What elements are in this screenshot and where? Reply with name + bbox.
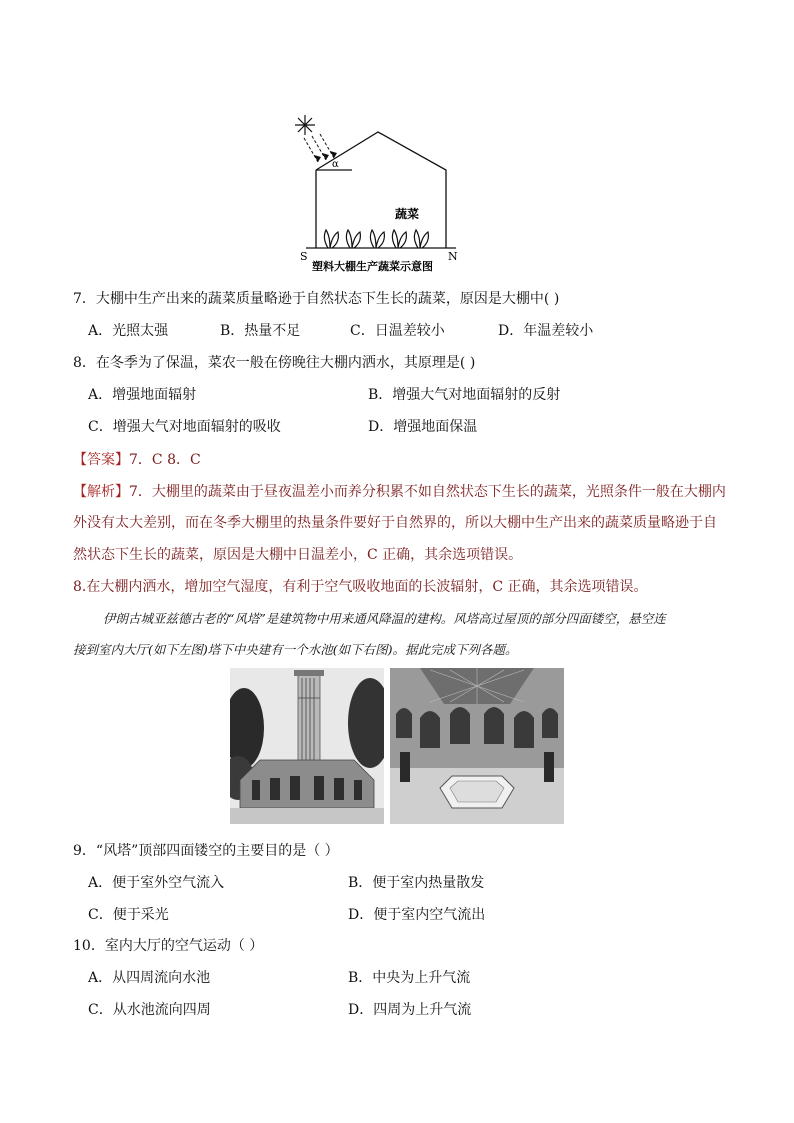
answer-tag: 【答案】	[73, 452, 129, 468]
analysis-tag: 【解析】	[73, 484, 129, 500]
q8-option-c[interactable]: C．增强大气对地面辐射的吸收	[88, 419, 281, 435]
q9-option-d[interactable]: D．便于室内空气流出	[348, 907, 486, 923]
q8-option-d[interactable]: D．增强地面保温	[368, 419, 478, 435]
q10-option-a[interactable]: A．从四周流向水池	[88, 970, 211, 986]
answer-text: 7．C 8．C	[129, 452, 201, 468]
analysis-line-3: 然状态下生长的蔬菜，原因是大棚中日温差小，C 正确，其余选项错误。	[73, 547, 523, 563]
sun-icon	[295, 115, 315, 135]
q7-option-d[interactable]: D．年温差较小	[498, 323, 594, 339]
vegetable-label: 蔬菜	[395, 207, 420, 221]
greenhouse-outline	[316, 132, 446, 248]
q8-stem: 8．在冬季为了保温，菜农一般在傍晚往大棚内洒水，其原理是( )	[73, 355, 476, 371]
intro-line-2: 接到室内大厅(如下左图)塔下中央建有一个水池(如下右图)。据此完成下列各题。	[73, 642, 518, 657]
q7-option-c[interactable]: C．日温差较小	[350, 323, 445, 339]
q9-option-c[interactable]: C．便于采光	[88, 907, 169, 923]
q7-option-a[interactable]: A．光照太强	[88, 323, 169, 339]
q8-option-a[interactable]: A．增强地面辐射	[88, 387, 197, 403]
intro-line-1: 伊朗古城亚兹德古老的“风塔”是建筑物中用来通风降温的建构。风塔高过屋顶的部分四面镂空，悬空连	[103, 611, 666, 626]
q7-stem: 7．大棚中生产出来的蔬菜质量略逊于自然状态下生长的蔬菜，原因是大棚中( )	[73, 291, 560, 307]
analysis-text-1: 7．大棚里的蔬菜由于昼夜温差小而养分积累不如自然状态下生长的蔬菜，光照条件一般在大棚内	[129, 484, 726, 500]
q9-option-b[interactable]: B．便于室内热量散发	[348, 875, 485, 891]
q10-option-d[interactable]: D．四周为上升气流	[348, 1002, 472, 1018]
q9-option-a[interactable]: A．便于室外空气流入	[88, 875, 225, 891]
answer-block	[73, 450, 201, 470]
q10-option-b[interactable]: B．中央为上升气流	[348, 970, 471, 986]
interior-hall-photo	[390, 668, 564, 824]
q8-option-b[interactable]: B．增强大气对地面辐射的反射	[368, 387, 561, 403]
analysis-line-2: 外没有太大差别，而在冬季大棚里的热量条件要好于自然界的，所以大棚中生产出来的蔬菜质量略逊于自	[73, 515, 717, 531]
analysis-line-4: 8.在大棚内洒水，增加空气湿度，有利于空气吸收地面的长波辐射，C 正确，其余选项错误。	[73, 579, 648, 595]
greenhouse-diagram	[290, 110, 470, 275]
q10-stem: 10．室内大厅的空气运动（ ）	[73, 938, 264, 954]
analysis-line-1	[73, 482, 726, 502]
south-label: S	[300, 250, 308, 263]
angle-label: α	[332, 159, 339, 170]
q10-option-c[interactable]: C．从水池流向四周	[88, 1002, 211, 1018]
q9-stem: 9．“风塔”顶部四面镂空的主要目的是（ ）	[73, 843, 339, 859]
wind-tower-photo	[230, 668, 384, 824]
vegetable-plants-icon	[324, 230, 428, 248]
diagram-caption: 塑料大棚生产蔬菜示意图	[312, 260, 433, 273]
north-label: N	[448, 250, 458, 263]
q7-option-b[interactable]: B．热量不足	[220, 323, 301, 339]
